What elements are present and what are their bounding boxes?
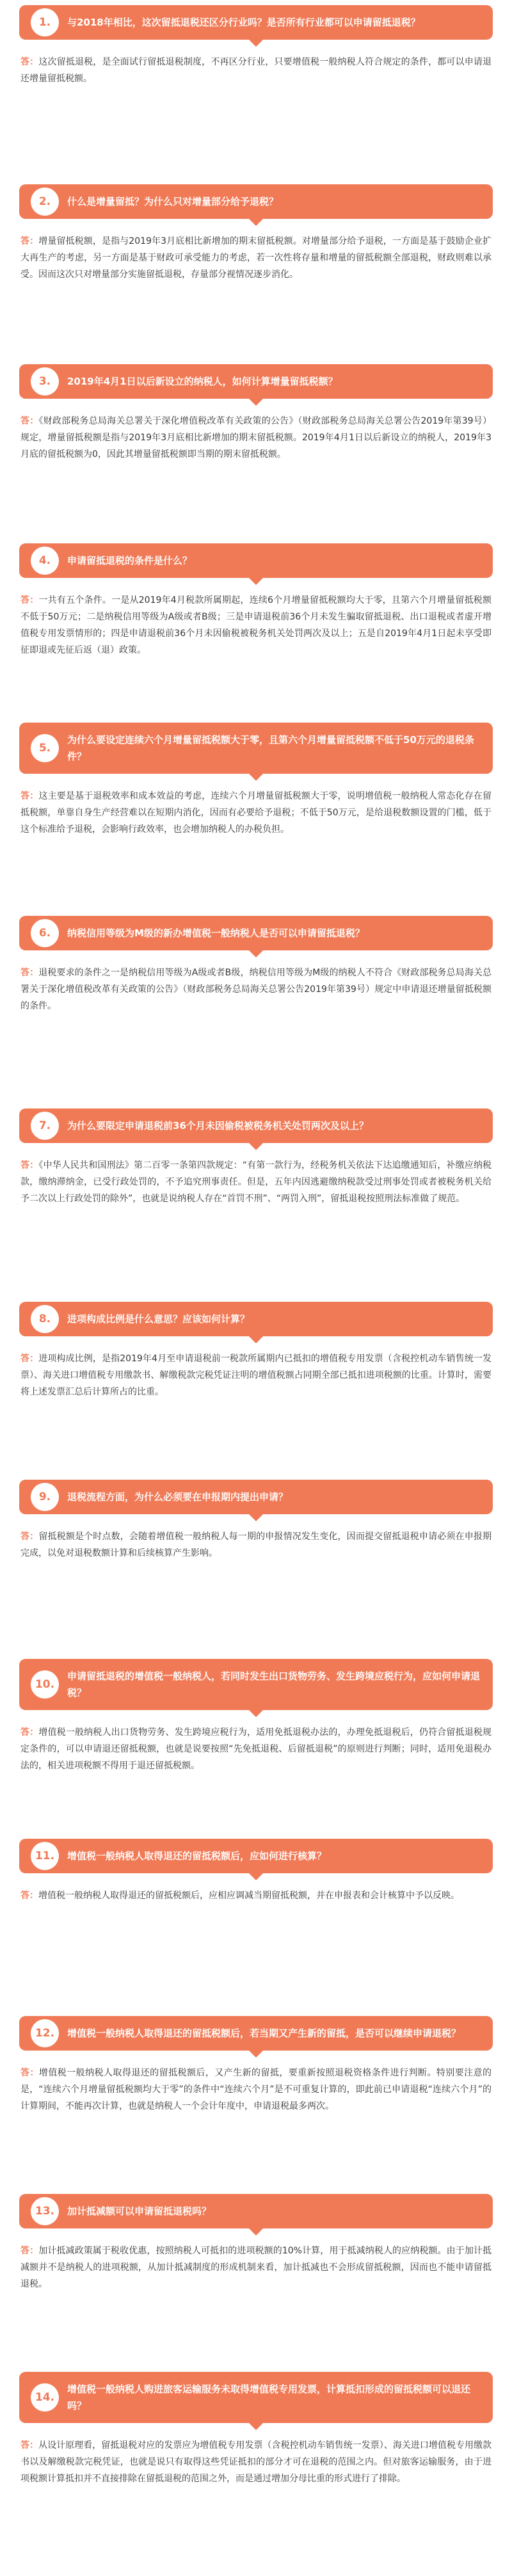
answer-body: 一共有五个条件。一是从2019年4月税款所属期起，连续6个月增量留抵税额均大于零，且第六个月增量留抵税额不低于50万元；二是纳税信用等级为A级或者B级；三是申请退税前36个月未发生骗取留抵退税、出口退税或者虚开增值税专用发票情形的；四是申请退税前36个月未因偷税被税务机关处罚两次及以上；五是自2019年4月1日起未享受即征即退或先征后返（退）政策。 — [20, 595, 492, 655]
answer-body: 这主要是基于退税效率和成本效益的考虑，连续六个月增量留抵税额大于零，说明增值税一般纳税人常态化存在留抵税额，单靠自身生产经营难以在短期内消化，因而有必要给予退税；不低于50万元，是给退税数额设置的门槛，低于这个标准给予退税，会影响行政效率，也会增加纳税人的办税负担。 — [20, 791, 492, 835]
question-number: 12. — [31, 2019, 59, 2047]
answer-body: 增值税一般纳税人取得退还的留抵税额后，又产生新的留抵，要重新按照退税资格条件进行判断。特别要注意的是，“连续六个月增量留抵税额均大于零”的条件中“连续六个月”是不可重复计算的，即此前已申请退税“连续六个月”的计算期间，不能再次计算，也就是纳税人一个会计年度中，申请退税最多两次。 — [20, 2068, 492, 2111]
answer-colon: ： — [29, 791, 39, 801]
qa-item — [19, 2194, 493, 2292]
question-number: 13. — [31, 2197, 59, 2225]
answer-label: 答 — [20, 1532, 30, 1542]
answer-label: 答 — [20, 968, 30, 978]
question-number: 14. — [31, 2383, 59, 2412]
answer-label: 答 — [20, 1727, 30, 1738]
qa-item — [19, 364, 493, 463]
answer-colon: ： — [29, 595, 39, 605]
question-text: 申请留抵退税的增值税一般纳税人，若同时发生出口货物劳务、发生跨境应税行为，应如何申请退税？ — [67, 1670, 481, 1699]
answer-label: 答 — [20, 57, 30, 67]
qa-item — [19, 1659, 493, 1774]
question-number: 6. — [31, 919, 59, 947]
question-text: 2019年4月1日以后新设立的纳税人，如何计算增量留抵税额？ — [67, 376, 338, 387]
question-banner — [19, 916, 493, 950]
qa-item — [19, 184, 493, 283]
question-number: 3. — [31, 367, 59, 396]
answer-colon: ： — [29, 1727, 39, 1738]
answer-text — [19, 2228, 493, 2292]
answer-text — [19, 219, 493, 283]
question-number: 4. — [31, 547, 59, 575]
qa-item — [19, 1839, 493, 1904]
question-banner — [19, 2372, 493, 2423]
question-banner — [19, 1480, 493, 1514]
banner-arrow — [249, 219, 263, 226]
answer-text — [19, 1143, 493, 1207]
answer-colon: ： — [29, 57, 39, 67]
banner-arrow — [249, 2423, 263, 2430]
question-text: 增值税一般纳税人购进旅客运输服务未取得增值税专用发票，计算抵扣形成的留抵税额可以退还吗？ — [67, 2383, 471, 2412]
banner-arrow — [249, 1336, 263, 1343]
answer-label: 答 — [20, 2246, 30, 2256]
answer-label: 答 — [20, 2068, 30, 2078]
banner-arrow — [249, 1143, 263, 1150]
answer-body: 增量留抵税额，是指与2019年3月底相比新增加的期末留抵税额。对增量部分给予退税，一方面是基于鼓励企业扩大再生产的考虑，另一方面是基于财政可承受能力的考虑，若一次性将存量和增量的留抵税额全部退税，财政则难以承受。因而这次只对增量部分实施留抵退税，存量部分视情况逐步消化。 — [20, 236, 492, 280]
question-text: 退税流程方面，为什么必须要在申报期内提出申请？ — [67, 1491, 289, 1503]
answer-colon: ： — [29, 2440, 39, 2451]
question-number: 1. — [31, 8, 59, 36]
banner-arrow — [249, 399, 263, 406]
answer-text — [19, 578, 493, 659]
question-text: 与2018年相比，这次留抵退税还区分行业吗？是否所有行业都可以申请留抵退税？ — [67, 17, 420, 28]
answer-text — [19, 2051, 493, 2115]
question-text: 纳税信用等级为M级的新办增值税一般纳税人是否可以申请留抵退税？ — [67, 927, 365, 939]
qa-item — [19, 2016, 493, 2115]
question-banner — [19, 723, 493, 774]
banner-arrow — [249, 1514, 263, 1521]
question-text: 申请留抵退税的条件是什么？ — [67, 555, 193, 566]
answer-label: 答 — [20, 1891, 29, 1901]
question-banner — [19, 1108, 493, 1143]
banner-arrow — [249, 2051, 263, 2058]
answer-body: 《中华人民共和国刑法》第二百零一条第四款规定：“有第一款行为，经税务机关依法下达追缴通知后，补缴应纳税款，缴纳滞纳金，已受行政处罚的，不予追究刑事责任。但是，五年内因逃避缴纳税款受过刑事处罚或者被税务机关给予二次以上行政处罚的除外”，也就是说纳税人存在“首罚不刑”、“两罚入刑”，留抵退税按照刑法标准做了规范。 — [20, 1160, 492, 1204]
answer-text — [19, 40, 493, 87]
answer-label: 答 — [20, 1354, 30, 1364]
answer-body: 退税要求的条件之一是纳税信用等级为A级或者B级，纳税信用等级为M级的纳税人不符合《财政部税务总局海关总署关于深化增值税改革有关政策的公告》（财政部税务总局海关总署公告2019年第39号）规定中申请退还增量留抵税额的条件。 — [20, 968, 492, 1011]
answer-colon: ： — [29, 416, 39, 426]
qa-item — [19, 1302, 493, 1400]
question-banner — [19, 2194, 493, 2228]
answer-colon: ： — [29, 2068, 39, 2078]
question-number: 11. — [31, 1842, 59, 1870]
answer-label: 答 — [20, 595, 30, 605]
answer-colon: ： — [29, 2246, 39, 2256]
answer-text — [19, 1514, 493, 1562]
banner-arrow — [249, 1873, 263, 1880]
question-number: 7. — [31, 1112, 59, 1140]
question-number: 9. — [31, 1483, 59, 1511]
question-banner — [19, 2016, 493, 2051]
answer-text — [19, 399, 493, 463]
qa-item — [19, 2372, 493, 2487]
answer-text — [19, 774, 493, 838]
answer-body: 进项构成比例，是指2019年4月至申请退税前一税款所属期内已抵扣的增值税专用发票（含税控机动车销售统一发票）、海关进口增值税专用缴款书、解缴税款完税凭证注明的增值税额占同期全部已抵扣进项税额的比重。计算时，需要将上述发票汇总后计算所占的比重。 — [20, 1354, 492, 1397]
answer-label: 答 — [20, 2440, 30, 2451]
qa-item — [19, 723, 493, 838]
answer-text — [19, 950, 493, 1014]
question-number: 2. — [31, 188, 59, 216]
answer-body: 留抵税额是个时点数，会随着增值税一般纳税人每一期的申报情况发生变化，因而提交留抵退税申请必须在申报期完成，以免对退税数额计算和后续核算产生影响。 — [20, 1532, 492, 1558]
answer-text — [19, 1336, 493, 1400]
answer-body: 这次留抵退税，是全面试行留抵退税制度，不再区分行业，只要增值税一般纳税人符合规定的条件，都可以申请退还增量留抵税额。 — [20, 57, 492, 84]
question-text: 增值税一般纳税人取得退还的留抵税额后，应如何进行核算？ — [67, 1850, 327, 1862]
question-number: 5. — [31, 734, 59, 762]
answer-label: 答 — [20, 416, 30, 426]
answer-body: 增值税一般纳税人出口货物劳务、发生跨境应税行为，适用免抵退税办法的，办理免抵退税后，仍符合留抵退税规定条件的，可以申请退还留抵税额，也就是说要按照“先免抵退税、后留抵退税”的原则进行判断；同时，适用免退税办法的，相关进项税额不得用于退还留抵税额。 — [20, 1727, 492, 1771]
banner-arrow — [249, 950, 263, 957]
question-banner — [19, 1302, 493, 1336]
banner-arrow — [249, 40, 263, 47]
question-text: 进项构成比例是什么意思？应该如何计算？ — [67, 1313, 250, 1325]
answer-text — [19, 2423, 493, 2487]
answer-label: 答 — [20, 236, 30, 246]
answer-text — [19, 1710, 493, 1774]
banner-arrow — [249, 578, 263, 585]
banner-arrow — [249, 2228, 263, 2236]
qa-item — [19, 543, 493, 659]
question-banner — [19, 543, 493, 578]
answer-colon: ： — [29, 968, 39, 978]
question-banner — [19, 1659, 493, 1710]
qa-item — [19, 5, 493, 87]
question-text: 加计抵减额可以申请留抵退税吗？ — [67, 2205, 212, 2217]
answer-label: 答 — [20, 791, 30, 801]
qa-item — [19, 1480, 493, 1562]
answer-colon: ： — [29, 1354, 39, 1364]
answer-body: 增值税一般纳税人取得退还的留抵税额后，应相应调减当期留抵税额，并在申报表和会计核算中予以反映。 — [38, 1891, 460, 1901]
question-text: 为什么要限定申请退税前36个月未因偷税被税务机关处罚两次及以上？ — [67, 1120, 369, 1132]
qa-item — [19, 916, 493, 1014]
question-text: 为什么要设定连续六个月增量留抵税额大于零，且第六个月增量留抵税额不低于50万元的退税条件？ — [67, 734, 474, 762]
banner-arrow — [249, 1710, 263, 1717]
question-text: 什么是增量留抵？为什么只对增量部分给予退税？ — [67, 196, 279, 207]
question-banner — [19, 5, 493, 40]
answer-body: 从设计原理看，留抵退税对应的发票应为增值税专用发票（含税控机动车销售统一发票）、海关进口增值税专用缴款书以及解缴税款完税凭证，也就是说只有取得这些凭证抵扣的部分才可在退税的范围之内。但对旅客运输服务，由于进项税额计算抵扣并不直接排除在留抵退税的范围之外，而是通过增加分母比重的形式进行了排除。 — [20, 2440, 492, 2484]
question-banner — [19, 184, 493, 219]
banner-arrow — [249, 774, 263, 781]
answer-label: 答 — [20, 1160, 30, 1171]
qa-item — [19, 1108, 493, 1207]
question-banner — [19, 364, 493, 399]
question-banner — [19, 1839, 493, 1873]
question-text: 增值税一般纳税人取得退还的留抵税额后，若当期又产生新的留抵，是否可以继续申请退税？ — [67, 2028, 461, 2039]
answer-body: 《财政部税务总局海关总署关于深化增值税改革有关政策的公告》（财政部税务总局海关总署公告2019年第39号）规定，增量留抵税额是指与2019年3月底相比新增加的期末留抵税额。2019年4月1日以后新设立的纳税人，2019年3月底的留抵税额为0，因此其增量留抵税额即当期的期末留抵税额。 — [20, 416, 492, 460]
question-number: 8. — [31, 1305, 59, 1333]
answer-colon: ： — [29, 1891, 38, 1901]
answer-colon: ： — [29, 1532, 39, 1542]
answer-colon: ： — [29, 1160, 39, 1171]
answer-colon: ： — [29, 236, 39, 246]
question-number: 10. — [31, 1670, 59, 1699]
answer-body: 加计抵减政策属于税收优惠，按照纳税人可抵扣的进项税额的10%计算，用于抵减纳税人的应纳税额。由于加计抵减额并不是纳税人的进项税额，从加计抵减制度的形成机制来看，加计抵减也不会形成留抵税额，因而也不能申请留抵退税。 — [20, 2246, 492, 2289]
